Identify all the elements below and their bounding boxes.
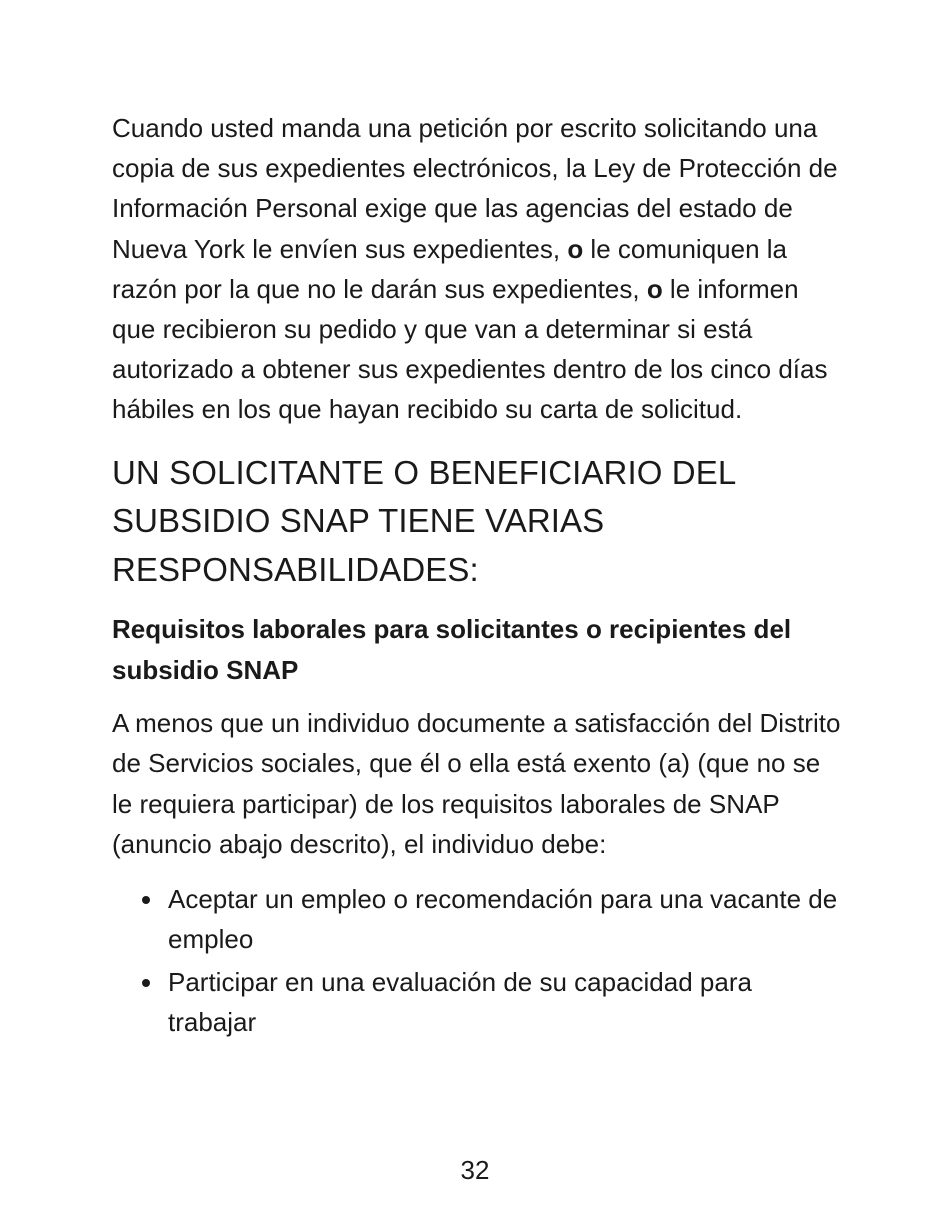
document-page	[112, 108, 842, 1045]
requirements-list	[112, 879, 842, 1043]
intro-paragraph	[112, 108, 842, 430]
intro-text-1: Cuando usted manda una petición por escrito solicitando una copia de sus expedientes electrónicos, la Ley de Protección de Información Personal exige que las agencias del estado de Nueva York le envíen sus expedientes,	[112, 113, 838, 264]
subheading: Requisitos laborales para solicitantes o recipientes del subsidio SNAP	[112, 614, 792, 685]
bullet-icon	[142, 896, 150, 904]
intro-bold-or-2: o	[646, 273, 663, 304]
intro-text-3: le informen que recibieron su pedido y que van a determinar si está autorizado a obtener sus expedientes dentro de los cinco días hábiles en los que hayan recibido su carta de solicitud.	[112, 273, 828, 425]
intro-text-2: le comuniquen la razón por la que no le darán sus expedientes,	[112, 233, 788, 304]
list-item-text: Aceptar un empleo o recomendación para una vacante de empleo	[168, 883, 838, 955]
body-paragraph: A menos que un individuo documente a satisfacción del Distrito de Servicios sociales, que él o ella está exento (a) (que no se le requiera participar) de los requisitos laborales de SNAP (anuncio abajo descrito), el individuo debe:	[112, 708, 841, 859]
list-item-text: Participar en una evaluación de su capacidad para trabajar	[168, 966, 752, 1038]
section-heading: UN SOLICITANTE O BENEFICIARIO DEL SUBSIDIO SNAP TIENE VARIAS RESPONSABILIDADES:	[112, 453, 736, 588]
page-number: 32	[460, 1155, 490, 1185]
list-item	[112, 962, 842, 1043]
intro-bold-or-1: o	[567, 233, 584, 264]
bullet-icon	[142, 979, 150, 987]
list-item	[112, 879, 842, 960]
